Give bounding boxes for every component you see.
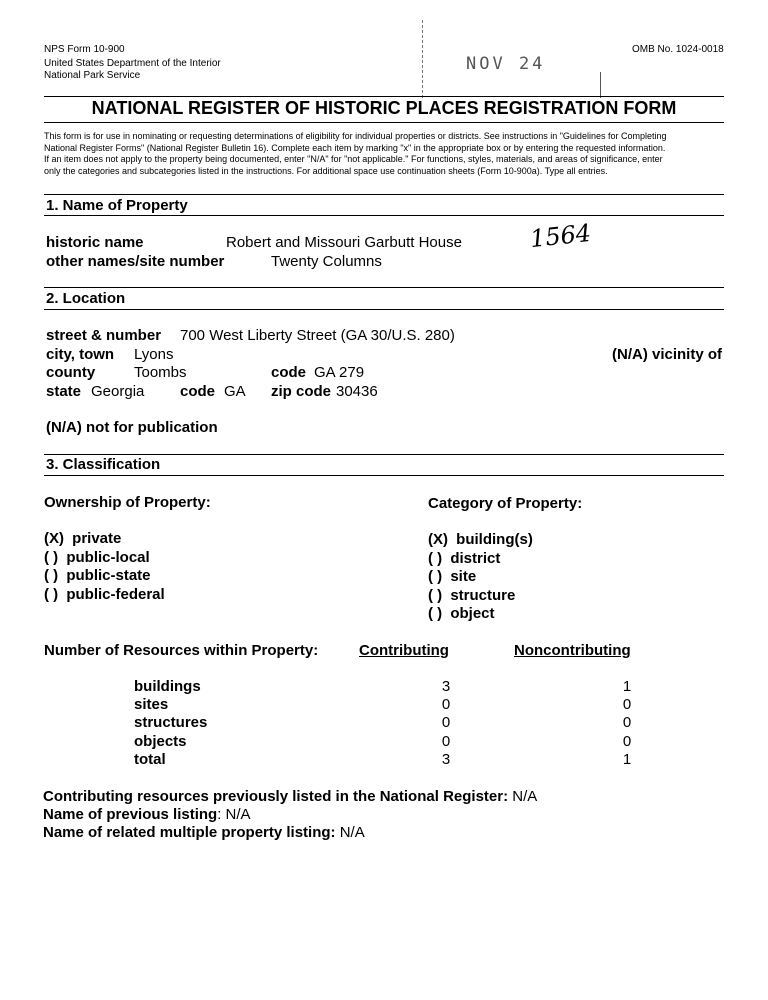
resource-contributing-sites: 0 bbox=[441, 696, 451, 713]
ownership-mark: ( ) bbox=[44, 549, 59, 566]
street-label: street & number bbox=[46, 327, 162, 344]
instructions-line: If an item does not apply to the property being documented, enter "N/A" for "not applicable." For functions, styles, materials, and areas of significance, enter bbox=[44, 154, 663, 164]
previous-listing-value: N/A bbox=[225, 806, 251, 823]
title-rule-bottom bbox=[44, 122, 724, 123]
section3-rule-top bbox=[44, 454, 724, 455]
ownership-label: public-federal bbox=[66, 586, 165, 603]
category-label: district bbox=[450, 550, 501, 567]
historic-name-value: Robert and Missouri Garbutt House bbox=[226, 234, 462, 251]
instructions-line: This form is for use in nominating or requesting determinations of eligibility for individual properties or districts. See instructions in "Guidelines for Completing bbox=[44, 131, 667, 141]
category-option-buildings bbox=[428, 531, 533, 548]
resource-contributing-total: 3 bbox=[441, 751, 451, 768]
previously-listed-value: N/A bbox=[512, 788, 538, 805]
form-title: NATIONAL REGISTER OF HISTORIC PLACES REGISTRATION FORM bbox=[91, 98, 677, 118]
ownership-option-private bbox=[44, 530, 121, 547]
section3-heading: 3. Classification bbox=[46, 456, 161, 473]
other-names-value: Twenty Columns bbox=[271, 253, 382, 270]
title-rule-top bbox=[44, 96, 724, 97]
section1-rule-top bbox=[44, 194, 724, 195]
category-label: site bbox=[450, 568, 477, 585]
section3-rule-bottom bbox=[44, 475, 724, 476]
category-mark: (X) bbox=[428, 531, 448, 548]
related-listing bbox=[43, 824, 365, 841]
resource-contributing-objects: 0 bbox=[441, 733, 451, 750]
resource-label-sites: sites bbox=[134, 696, 169, 713]
category-option-object bbox=[428, 605, 495, 622]
category-option-district bbox=[428, 550, 500, 567]
state-value: Georgia bbox=[91, 383, 145, 400]
stamp-border-right bbox=[600, 72, 602, 98]
related-listing-label: Name of related multiple property listing: bbox=[43, 824, 336, 841]
previous-listing: Name of previous listing: N/A bbox=[43, 806, 251, 823]
category-option-site bbox=[428, 568, 476, 585]
historic-name-label: historic name bbox=[46, 234, 144, 251]
street-value: 700 West Liberty Street (GA 30/U.S. 280) bbox=[180, 327, 455, 344]
resource-label-buildings: buildings bbox=[134, 678, 201, 695]
ownership-label: public-local bbox=[66, 549, 150, 566]
state-label: state bbox=[46, 383, 82, 400]
county-code-label: code bbox=[271, 364, 307, 381]
county-label: county bbox=[46, 364, 96, 381]
section1-rule-bottom bbox=[44, 215, 724, 216]
contributing-header: Contributing bbox=[359, 642, 449, 659]
ownership-mark: (X) bbox=[44, 530, 64, 547]
category-label: building(s) bbox=[456, 531, 533, 548]
vicinity: (N/A) vicinity of bbox=[612, 346, 723, 363]
ownership-option-public-state bbox=[44, 567, 151, 584]
category-label: object bbox=[450, 605, 495, 622]
state-code-label: code bbox=[180, 383, 216, 400]
section1-heading: 1. Name of Property bbox=[46, 197, 188, 214]
section2-rule-top bbox=[44, 287, 724, 288]
section2-heading: 2. Location bbox=[46, 290, 126, 307]
city-label: city, town bbox=[46, 346, 115, 363]
stamp-border-left bbox=[422, 20, 424, 98]
resource-contributing-buildings: 3 bbox=[441, 678, 451, 695]
category-heading: Category of Property: bbox=[428, 495, 583, 512]
category-mark: ( ) bbox=[428, 550, 443, 567]
resource-label-structures: structures bbox=[134, 714, 208, 731]
ownership-option-public-federal bbox=[44, 586, 165, 603]
category-mark: ( ) bbox=[428, 605, 443, 622]
resource-noncontributing-sites: 0 bbox=[622, 696, 632, 713]
ownership-label: public-state bbox=[66, 567, 151, 584]
received-stamp-date: NOV 24 bbox=[466, 54, 546, 74]
department: United States Department of the Interior bbox=[44, 58, 221, 69]
resources-heading: Number of Resources within Property: bbox=[44, 642, 319, 659]
instructions bbox=[44, 131, 734, 177]
zip-value: 30436 bbox=[336, 383, 378, 400]
previously-listed-label: Contributing resources previously listed in the National Register: bbox=[43, 788, 509, 805]
service: National Park Service bbox=[44, 70, 141, 81]
category-option-structure bbox=[428, 587, 515, 604]
resource-noncontributing-total: 1 bbox=[622, 751, 632, 768]
county-code-value: GA 279 bbox=[314, 364, 365, 381]
previous-listing-label: Name of previous listing bbox=[43, 806, 218, 823]
omb-number: OMB No. 1024-0018 bbox=[632, 44, 724, 55]
other-names-label: other names/site number bbox=[46, 253, 225, 270]
resource-noncontributing-structures: 0 bbox=[622, 714, 632, 731]
instructions-line: National Register Forms" (National Register Bulletin 16). Complete each item by marking "x" in the appropriate box or by entering the requested information. bbox=[44, 142, 666, 153]
zip-label: zip code bbox=[271, 383, 332, 400]
resource-noncontributing-objects: 0 bbox=[622, 733, 632, 750]
ownership-mark: ( ) bbox=[44, 567, 59, 584]
previously-listed bbox=[43, 788, 537, 805]
ownership-mark: ( ) bbox=[44, 586, 59, 603]
city-value: Lyons bbox=[134, 346, 174, 363]
state-code-value: GA bbox=[224, 383, 246, 400]
resource-noncontributing-buildings: 1 bbox=[622, 678, 632, 695]
handwritten-number: 1564 bbox=[528, 218, 593, 254]
related-listing-value: N/A bbox=[339, 824, 365, 841]
not-for-publication: (N/A) not for publication bbox=[46, 419, 218, 436]
noncontributing-header: Noncontributing bbox=[514, 642, 631, 659]
resource-label-objects: objects bbox=[134, 733, 187, 750]
form-number: NPS Form 10-900 bbox=[44, 44, 125, 55]
resource-contributing-structures: 0 bbox=[441, 714, 451, 731]
ownership-heading: Ownership of Property: bbox=[44, 494, 211, 511]
section2-rule-bottom bbox=[44, 309, 724, 310]
category-mark: ( ) bbox=[428, 587, 443, 604]
category-label: structure bbox=[450, 587, 516, 604]
ownership-option-public-local bbox=[44, 549, 150, 566]
category-mark: ( ) bbox=[428, 568, 443, 585]
resource-label-total: total bbox=[134, 751, 166, 768]
instructions-line: only the categories and subcategories listed in the instructions. For additional space use continuation sheets (Form 10-900a). Type all entries. bbox=[44, 165, 608, 176]
county-value: Toombs bbox=[134, 364, 187, 381]
ownership-label: private bbox=[72, 530, 122, 547]
